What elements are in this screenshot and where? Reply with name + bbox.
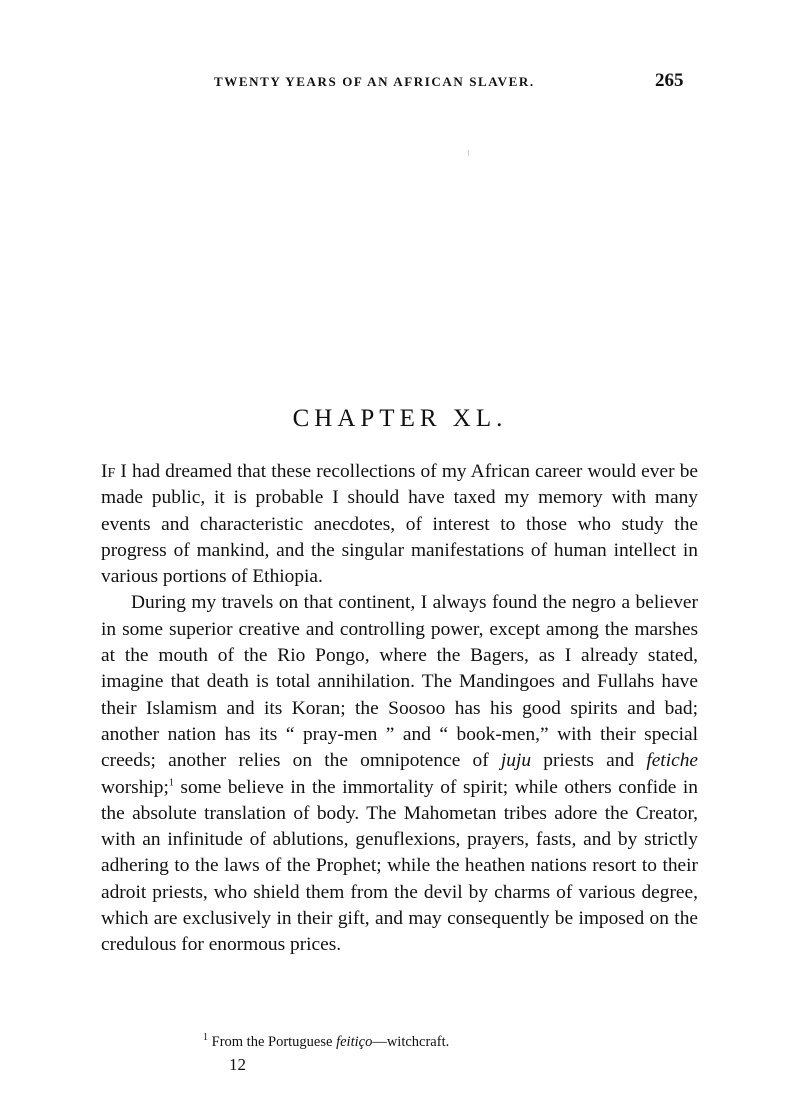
italic-term-juju: juju (500, 750, 532, 772)
running-head-title: TWENTY YEARS OF AN AFRICAN SLAVER. (214, 74, 535, 89)
footnote-suffix: —witchcraft. (372, 1034, 450, 1050)
footnote (203, 1034, 449, 1051)
page-number: 265 (655, 70, 684, 91)
paragraph-2-text-a: During my travels on that continent, I always found the negro a believer in some superior creative and controlling power, except among the marshes at the mouth of the Rio Pongo, where the Bagers, as I already stated, imagine that death is total annihilation. The Mandingoes and Fullahs have their Islamism and its Koran; the Soosoo has his good spirits and bad; another nation has its “ pray-men ” and “ book-men,” with their special creeds; another relies on the omnipotence of (101, 592, 698, 772)
footnote-prefix: From the Portuguese (208, 1034, 337, 1050)
footnote-reference: 1 (168, 777, 174, 789)
paragraph-2-text-c: worship; (101, 776, 169, 798)
paragraph-1 (101, 459, 698, 590)
paragraph-1-text: I had dreamed that these recollections of my African career would ever be made public, it is probable I should have taxed my memory with many events and characteristic anecdotes, of interest to those who study the progress of mankind, and the singular manifestations of human intellect in various portions of Ethiopia. (101, 461, 698, 588)
footnote-number: 1 (203, 1032, 208, 1044)
paragraph-lead-word: If (101, 461, 116, 482)
body-text (101, 459, 698, 959)
footnote-term: feitiço (336, 1034, 373, 1050)
paragraph-2-text-d: some believe in the immortality of spirit; while others confide in the absolute translation of body. The Mahometan tribes adore the Creator, with an infinitude of ablutions, genuflexions, prayers, fasts, and by strictly adhering to the laws of the Prophet; while the heathen nations resort to their adroit priests, who shield them from the devil by charms of various degree, which are exclusively in their gift, and may consequently be imposed on the credulous for enormous prices. (101, 776, 698, 956)
paper-speck (468, 150, 469, 156)
chapter-title: CHAPTER XL. (292, 405, 508, 432)
paragraph-2-text-b: priests and (531, 750, 647, 772)
signature-mark: 12 (229, 1055, 246, 1074)
paragraph-2 (101, 590, 698, 958)
italic-term-fetiche: fetiche (646, 750, 698, 772)
